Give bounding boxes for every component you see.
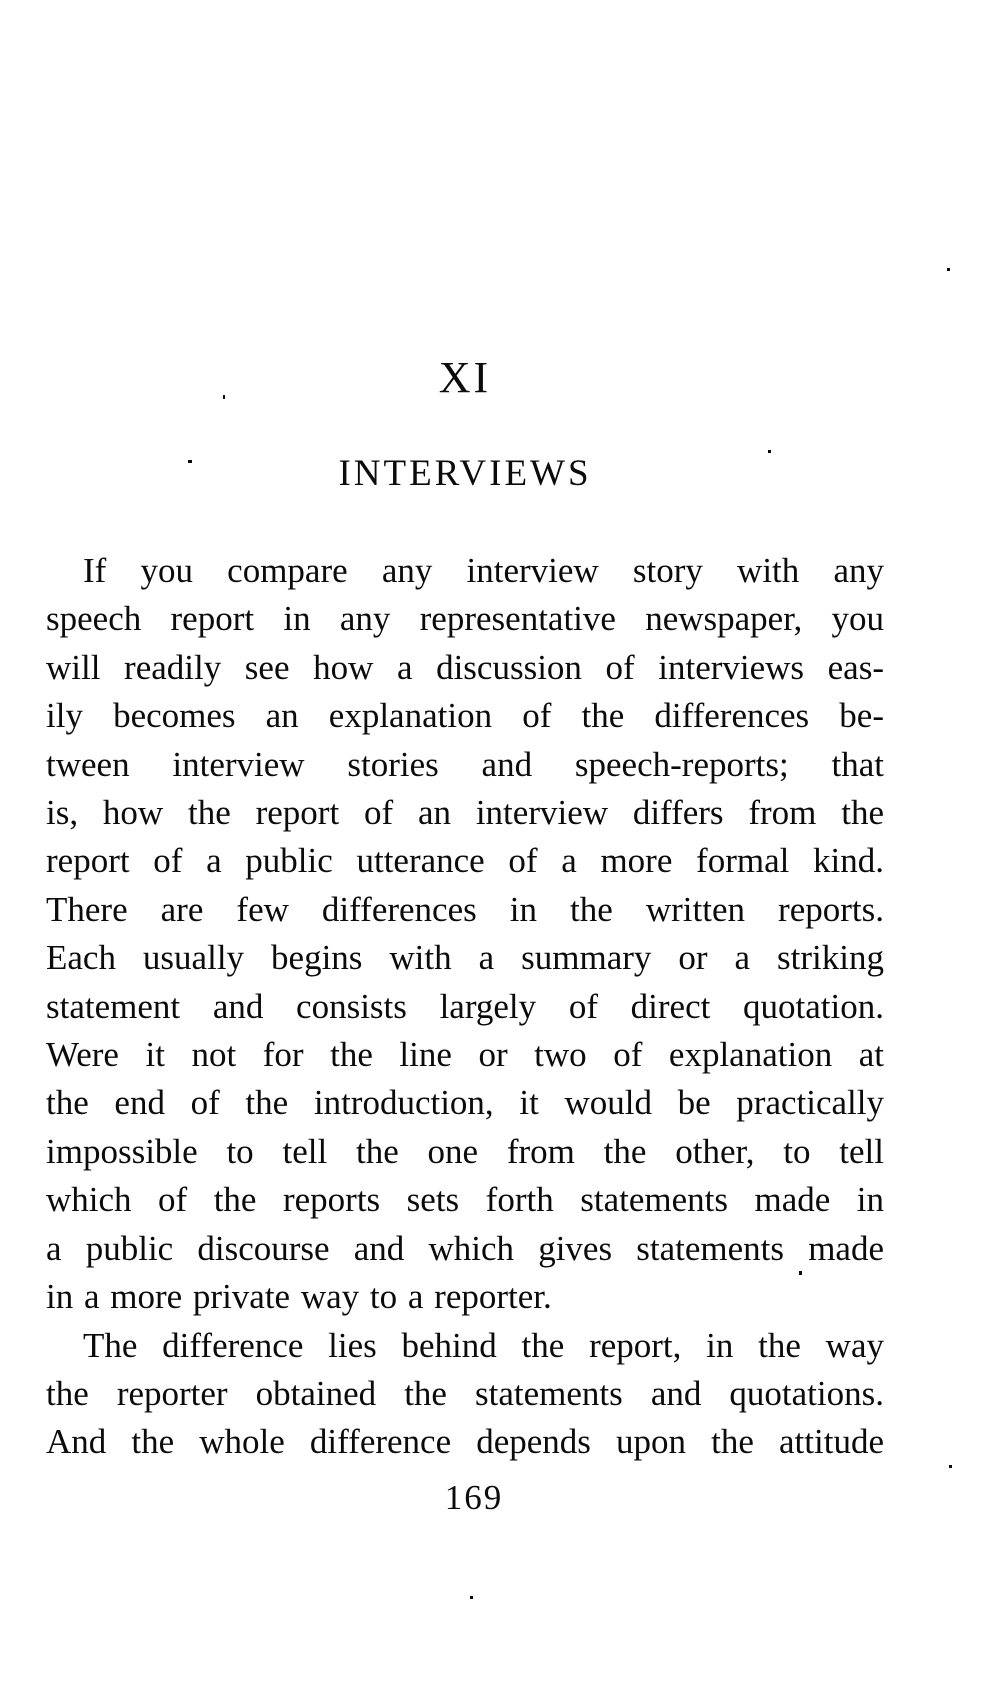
scan-speck xyxy=(223,395,225,399)
scan-speck xyxy=(949,1465,952,1468)
text-line: There are few differences in the written reports. xyxy=(46,889,884,929)
text-line: a public discourse and which gives statements made xyxy=(46,1228,884,1268)
text-line: The difference lies behind the report, in the way xyxy=(83,1325,884,1365)
text-line: impossible to tell the one from the other, to tell xyxy=(46,1131,884,1171)
text-line: Each usually begins with a summary or a striking xyxy=(46,938,884,978)
text-line: which of the reports sets forth statements made in xyxy=(46,1180,884,1220)
chapter-number: XI xyxy=(438,353,492,402)
scan-speck xyxy=(470,1596,473,1599)
scan-speck xyxy=(768,450,771,453)
text-line: the reporter obtained the statements and quotations. xyxy=(46,1373,884,1413)
text-line: speech report in any representative newspaper, you xyxy=(46,599,884,639)
text-line: is, how the report of an interview differs from the xyxy=(46,793,884,833)
text-line: will readily see how a discussion of interviews eas- xyxy=(46,647,884,687)
scan-speck xyxy=(947,268,950,271)
text-block xyxy=(46,547,884,1467)
text-line: report of a public utterance of a more formal kind. xyxy=(46,841,884,881)
text-line: in a more private way to a reporter. xyxy=(46,1277,552,1317)
text-line: And the whole difference depends upon the attitude xyxy=(46,1422,884,1462)
text-line: the end of the introduction, it would be practically xyxy=(46,1083,884,1123)
text-line: tween interview stories and speech-reports; that xyxy=(46,744,884,784)
chapter-title: INTERVIEWS xyxy=(338,453,592,494)
text-line: ily becomes an explanation of the differences be- xyxy=(46,696,884,736)
scan-speck xyxy=(188,460,192,463)
text-line: If you compare any interview story with any xyxy=(83,551,884,590)
text-line: statement and consists largely of direct quotation. xyxy=(46,986,884,1026)
scan-speck xyxy=(799,1271,802,1275)
text-line: Were it not for the line or two of explanation at xyxy=(46,1035,884,1075)
page-number: 169 xyxy=(444,1478,504,1517)
